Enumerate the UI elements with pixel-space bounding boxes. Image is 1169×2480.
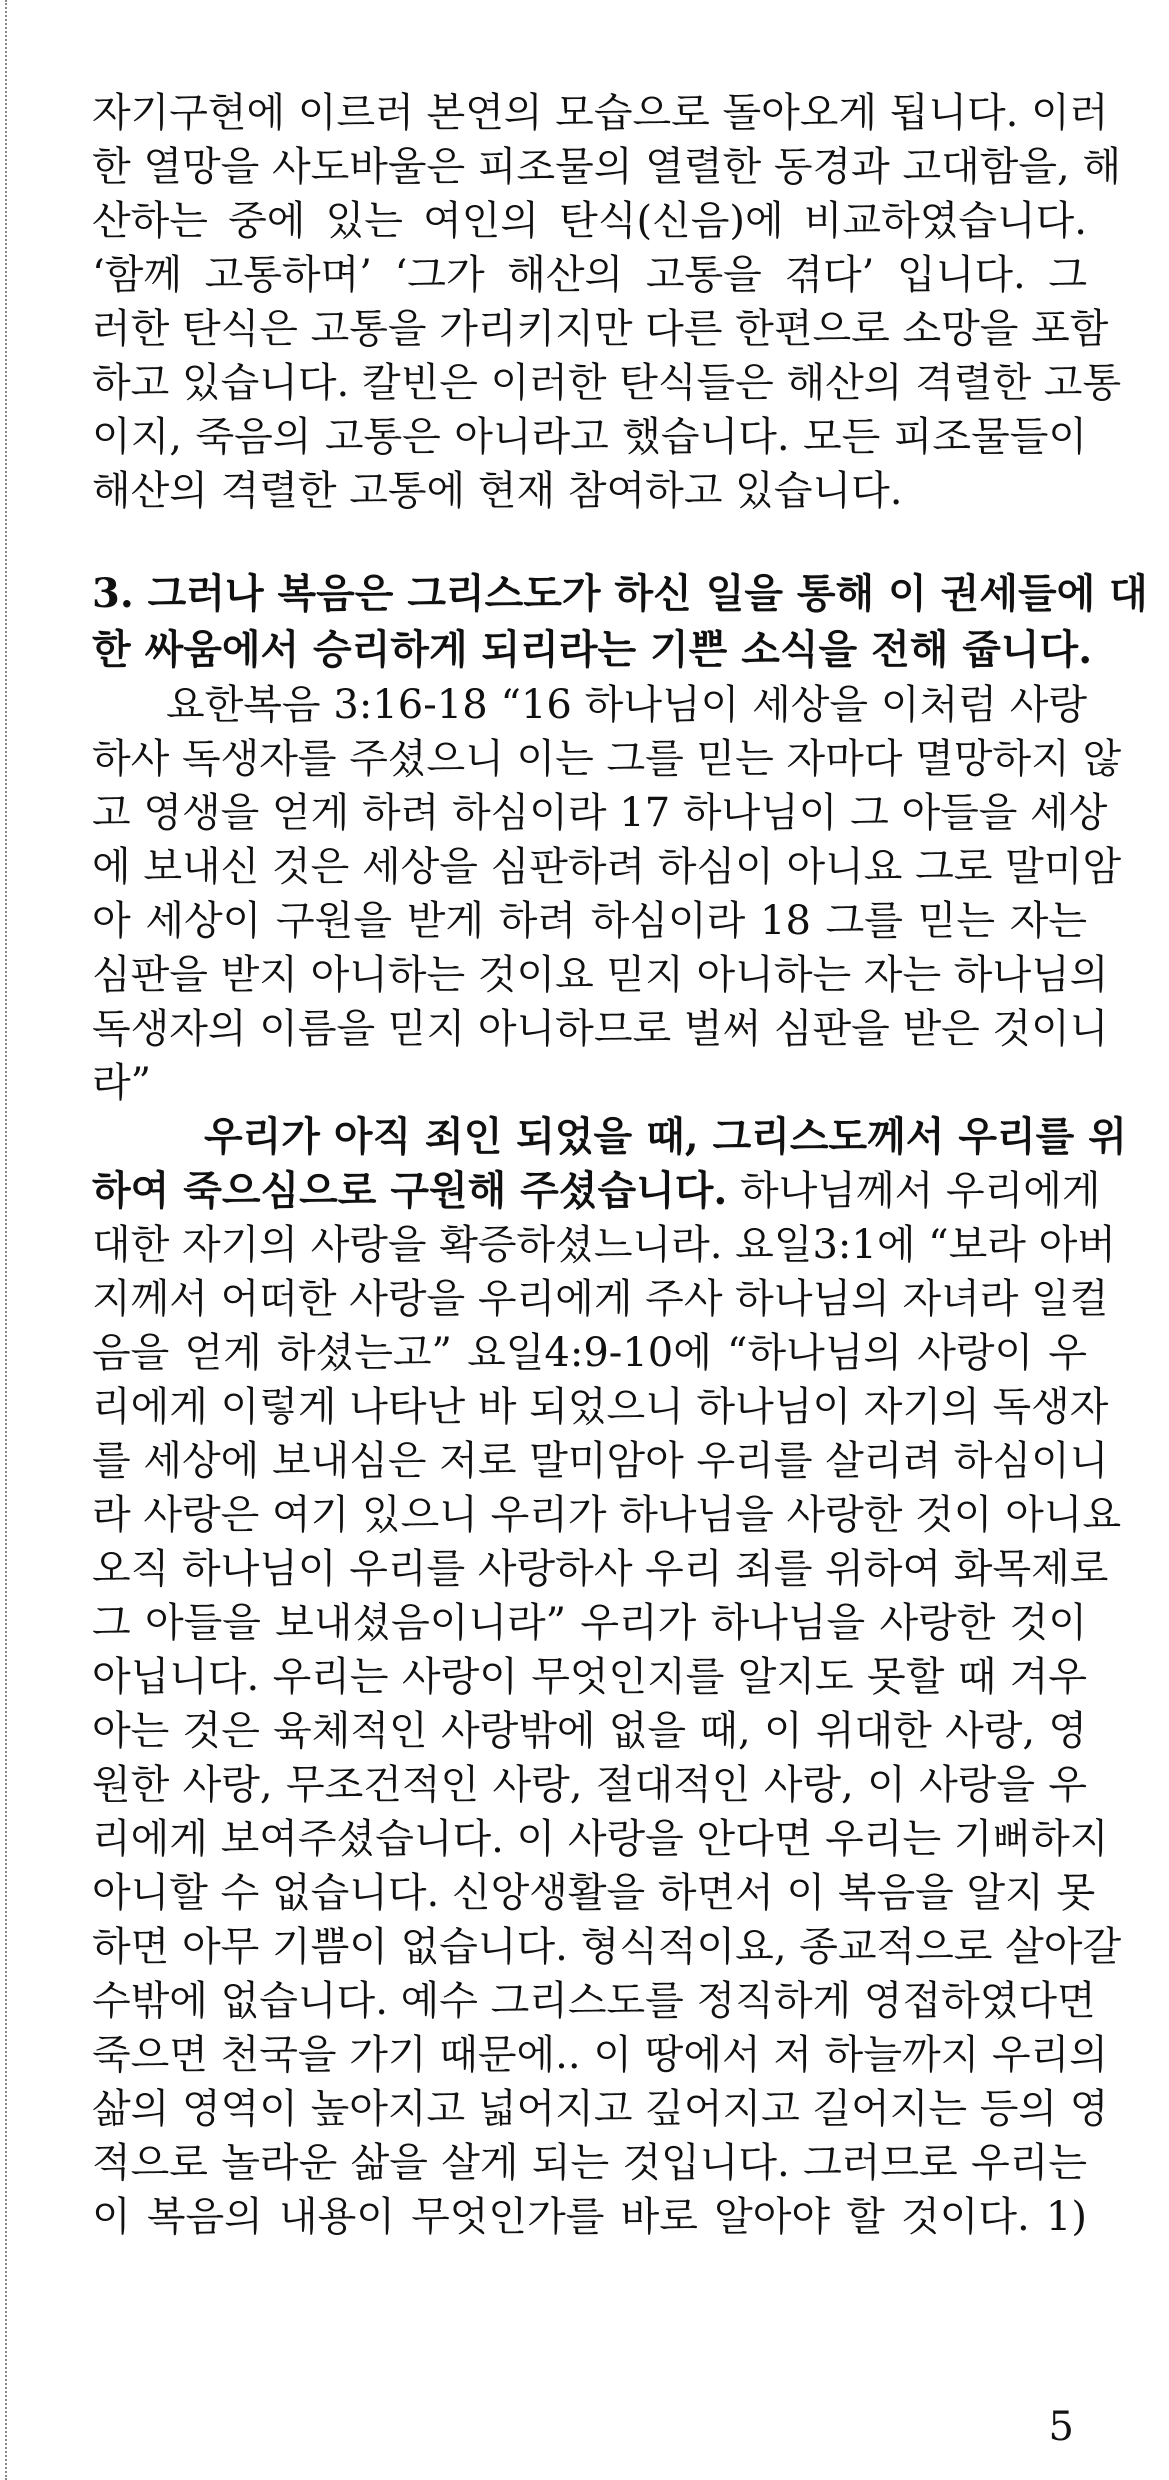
text-line: 아니할 수 없습니다. 신앙생활을 하면서 이 복음을 알지 못 <box>92 1870 1096 1916</box>
text-line: 리에게 보여주셨습니다. 이 사랑을 안다면 우리는 기뻐하지 <box>92 1816 1109 1862</box>
text-line: 하고 있습니다. 칼빈은 이러한 탄식들은 해산의 격렬한 고통 <box>92 360 1122 406</box>
text-line: 삶의 영역이 높아지고 넓어지고 깊어지고 길어지는 등의 영 <box>92 2086 1109 2132</box>
text-line: 수밖에 없습니다. 예수 그리스도를 정직하게 영접하였다면 <box>92 1978 1096 2024</box>
text-line: 이 복음의 내용이 무엇인가를 바로 알아야 할 것이다. 1) <box>92 2194 1087 2240</box>
text-line: 라 사랑은 여기 있으니 우리가 하나님을 사랑한 것이 아니요 <box>92 1492 1122 1538</box>
text-line: 리에게 이렇게 나타난 바 되었으니 하나님이 자기의 독생자 <box>92 1384 1109 1430</box>
text-line: ‘함께 고통하며’ ‘그가 해산의 고통을 겪다’ 입니다. 그 <box>92 252 1087 298</box>
text-line: 그 아들을 보내셨음이니라” 우리가 하나님을 사랑한 것이 <box>92 1600 1087 1646</box>
page-number: 5 <box>1048 2404 1074 2450</box>
text-line: 아 세상이 구원을 받게 하려 하심이라 18 그를 믿는 자는 <box>92 898 1087 944</box>
text-line: 지께서 어떠한 사랑을 우리에게 주사 하나님의 자녀라 일컬 <box>92 1276 1109 1322</box>
text-line: 고 영생을 얻게 하려 하심이라 17 하나님이 그 아들을 세상 <box>92 790 1108 836</box>
mixed-text-line <box>92 1164 1101 1218</box>
text-line: 라” <box>92 1060 152 1106</box>
text-line: 해산의 격렬한 고통에 현재 참여하고 있습니다. <box>92 468 903 514</box>
text-line: 이지, 죽음의 고통은 아니라고 했습니다. 모든 피조물들이 <box>92 414 1087 460</box>
text-line: 원한 사랑, 무조건적인 사랑, 절대적인 사랑, 이 사랑을 우 <box>92 1762 1087 1808</box>
text-span: 하나님께서 우리에게 <box>727 1168 1101 1214</box>
text-line: 오직 하나님이 우리를 사랑하사 우리 죄를 위하여 화목제로 <box>92 1546 1109 1592</box>
text-line: 한 열망을 사도바울은 피조물의 열렬한 동경과 고대함을, 해 <box>92 144 1122 190</box>
text-line: 러한 탄식은 고통을 가리키지만 다른 한편으로 소망을 포함 <box>92 306 1109 352</box>
text-line: 에 보내신 것은 세상을 심판하려 하심이 아니요 그로 말미암 <box>92 844 1122 890</box>
left-dotted-border <box>5 0 7 2480</box>
bold-text-line: 우리가 아직 죄인 되었을 때, 그리스도께서 우리를 위 <box>204 1113 1127 1160</box>
text-line: 아닙니다. 우리는 사랑이 무엇인지를 알지도 못할 때 겨우 <box>92 1654 1087 1700</box>
text-line: 적으로 놀라운 삶을 살게 되는 것입니다. 그러므로 우리는 <box>92 2140 1087 2186</box>
text-line: 를 세상에 보내심은 저로 말미암아 우리를 살리려 하심이니 <box>92 1438 1109 1484</box>
text-line: 하사 독생자를 주셨으니 이는 그를 믿는 자마다 멸망하지 않 <box>92 736 1122 782</box>
section-spacer <box>92 518 1087 566</box>
text-line: 죽으면 천국을 가기 때문에.. 이 땅에서 저 하늘까지 우리의 <box>92 2032 1108 2078</box>
text-line: 자기구현에 이르러 본연의 모습으로 돌아오게 됩니다. 이러 <box>92 90 1109 136</box>
section-heading-3 <box>92 566 1148 678</box>
heading-line: 한 싸움에서 승리하게 되리라는 기쁜 소식을 전해 줍니다. <box>92 626 1093 673</box>
text-line: 심판을 받지 아니하는 것이요 믿지 아니하는 자는 하나님의 <box>92 952 1109 998</box>
heading-line: 3. 그러나 복음은 그리스도가 하신 일을 통해 이 권세들에 대 <box>92 570 1148 617</box>
text-line: 아는 것은 육체적인 사랑밖에 없을 때, 이 위대한 사랑, 영 <box>92 1708 1087 1754</box>
bold-text-span: 하여 죽으심으로 구원해 주셨습니다. <box>92 1167 728 1214</box>
paragraph-creation-groaning <box>92 86 1122 518</box>
paragraph-gods-love <box>92 1110 1127 2244</box>
text-line: 산하는 중에 있는 여인의 탄식(신음)에 비교하였습니다. <box>92 198 1087 244</box>
text-line: 독생자의 이름을 믿지 아니하므로 벌써 심판을 받은 것이니 <box>92 1006 1109 1052</box>
text-line: 음을 얻게 하셨는고” 요일4:9-10에 “하나님의 사랑이 우 <box>92 1330 1087 1376</box>
text-line: 요한복음 3:16-18 “16 하나님이 세상을 이처럼 사랑 <box>166 682 1087 728</box>
text-line: 하면 아무 기쁨이 없습니다. 형식적이요, 종교적으로 살아갈 <box>92 1924 1122 1970</box>
document-page <box>92 86 1148 2244</box>
paragraph-john-3-16 <box>92 678 1122 1110</box>
text-line: 대한 자기의 사랑을 확증하셨느니라. 요일3:1에 “보라 아버 <box>92 1222 1116 1268</box>
